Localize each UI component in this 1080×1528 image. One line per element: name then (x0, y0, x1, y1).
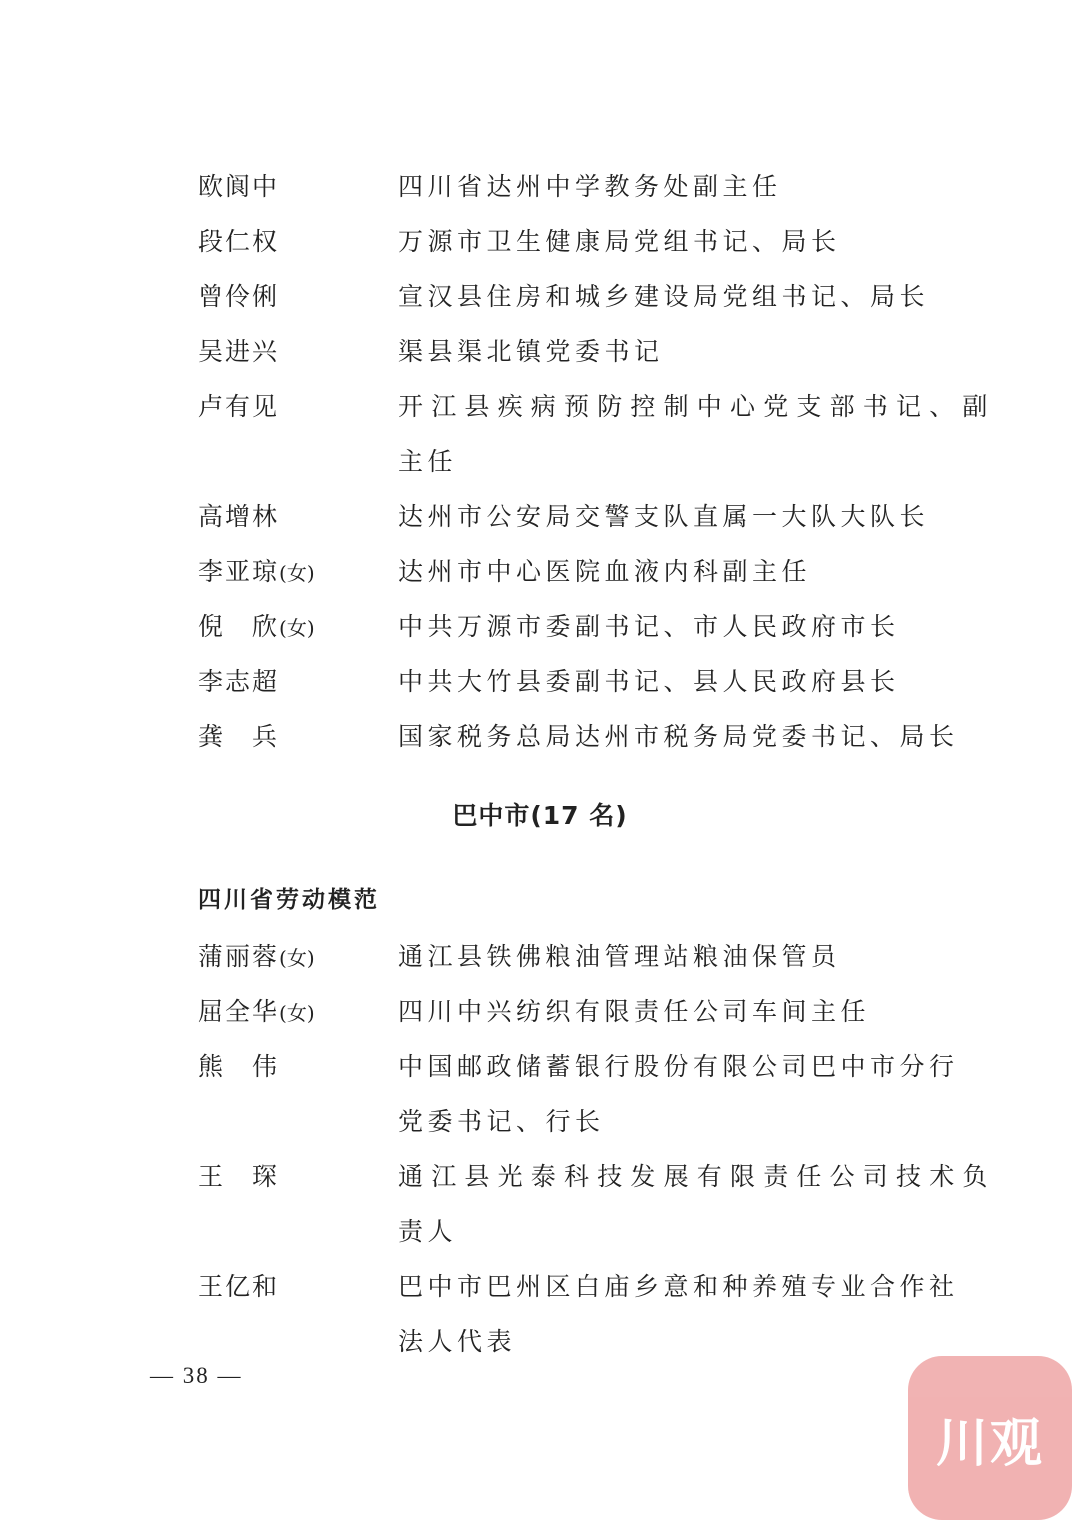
person-title: 巴中市巴州区白庙乡意和种养殖专业合作社 (398, 1272, 959, 1301)
person-name: 蒲丽蓉(女) (198, 942, 315, 971)
section-heading: 巴中市(17 名) (452, 801, 628, 830)
person-title: 中共万源市委副书记、市人民政府市长 (398, 612, 900, 641)
list-item (0, 269, 1080, 324)
person-title: 四川省达州中学教务处副主任 (398, 172, 782, 201)
person-title: 国家税务总局达州市税务局党委书记、局长 (398, 722, 959, 751)
person-name: 曾伶俐 (198, 282, 280, 311)
person-name: 王亿和 (198, 1272, 280, 1301)
person-name: 熊 伟 (198, 1052, 280, 1081)
list-item (0, 1149, 1080, 1204)
list-item (0, 984, 1080, 1039)
category-heading: 四川省劳动模范 (198, 887, 380, 913)
person-name: 段仁权 (198, 227, 280, 256)
person-title: 万源市卫生健康局党组书记、局长 (398, 227, 841, 256)
list-item (0, 489, 1080, 544)
person-title: 中共大竹县委副书记、县人民政府县长 (398, 667, 900, 696)
list-item (0, 159, 1080, 214)
list-item (0, 654, 1080, 709)
person-name: 李志超 (198, 667, 280, 696)
person-name: 高增林 (198, 502, 280, 531)
person-title-continued: 主任 (398, 447, 458, 476)
person-title: 达州市中心医院血液内科副主任 (398, 557, 812, 586)
person-title: 通江县光泰科技发展有限责任公司技术负 (398, 1162, 996, 1191)
person-title: 通江县铁佛粮油管理站粮油保管员 (398, 942, 841, 971)
person-name: 龚 兵 (198, 722, 280, 751)
person-title-continued: 责人 (398, 1217, 458, 1246)
gender-tag: (女) (279, 616, 315, 640)
page-number: — 38 — (150, 1363, 243, 1388)
list-item (0, 599, 1080, 654)
watermark-logo (908, 1356, 1072, 1520)
list-item (0, 214, 1080, 269)
person-title: 宣汉县住房和城乡建设局党组书记、局长 (398, 282, 930, 311)
list-item (0, 709, 1080, 764)
person-title: 四川中兴纺织有限责任公司车间主任 (398, 997, 871, 1026)
person-name: 卢有见 (198, 392, 280, 421)
gender-tag: (女) (279, 561, 315, 585)
gender-tag: (女) (279, 1001, 315, 1025)
person-title-continued: 法人代表 (398, 1327, 517, 1356)
person-title: 开江县疾病预防控制中心党支部书记、副 (398, 392, 996, 421)
list-item (0, 1259, 1080, 1314)
person-name: 王 琛 (198, 1162, 280, 1191)
person-title: 达州市公安局交警支队直属一大队大队长 (398, 502, 930, 531)
watermark-text: 川观 (935, 1413, 1044, 1474)
person-name: 吴进兴 (198, 337, 280, 366)
list-item (0, 1039, 1080, 1094)
list-item (0, 324, 1080, 379)
person-title-continued: 党委书记、行长 (398, 1107, 605, 1136)
person-title: 中国邮政储蓄银行股份有限公司巴中市分行 (398, 1052, 959, 1081)
list-item (0, 929, 1080, 984)
list-item (0, 544, 1080, 599)
gender-tag: (女) (279, 946, 315, 970)
person-name: 欧阆中 (198, 172, 280, 201)
list-item (0, 379, 1080, 434)
person-name: 屈全华(女) (198, 997, 315, 1026)
person-name: 李亚琼(女) (198, 557, 315, 586)
person-name: 倪 欣(女) (198, 612, 315, 641)
person-title: 渠县渠北镇党委书记 (398, 337, 664, 366)
